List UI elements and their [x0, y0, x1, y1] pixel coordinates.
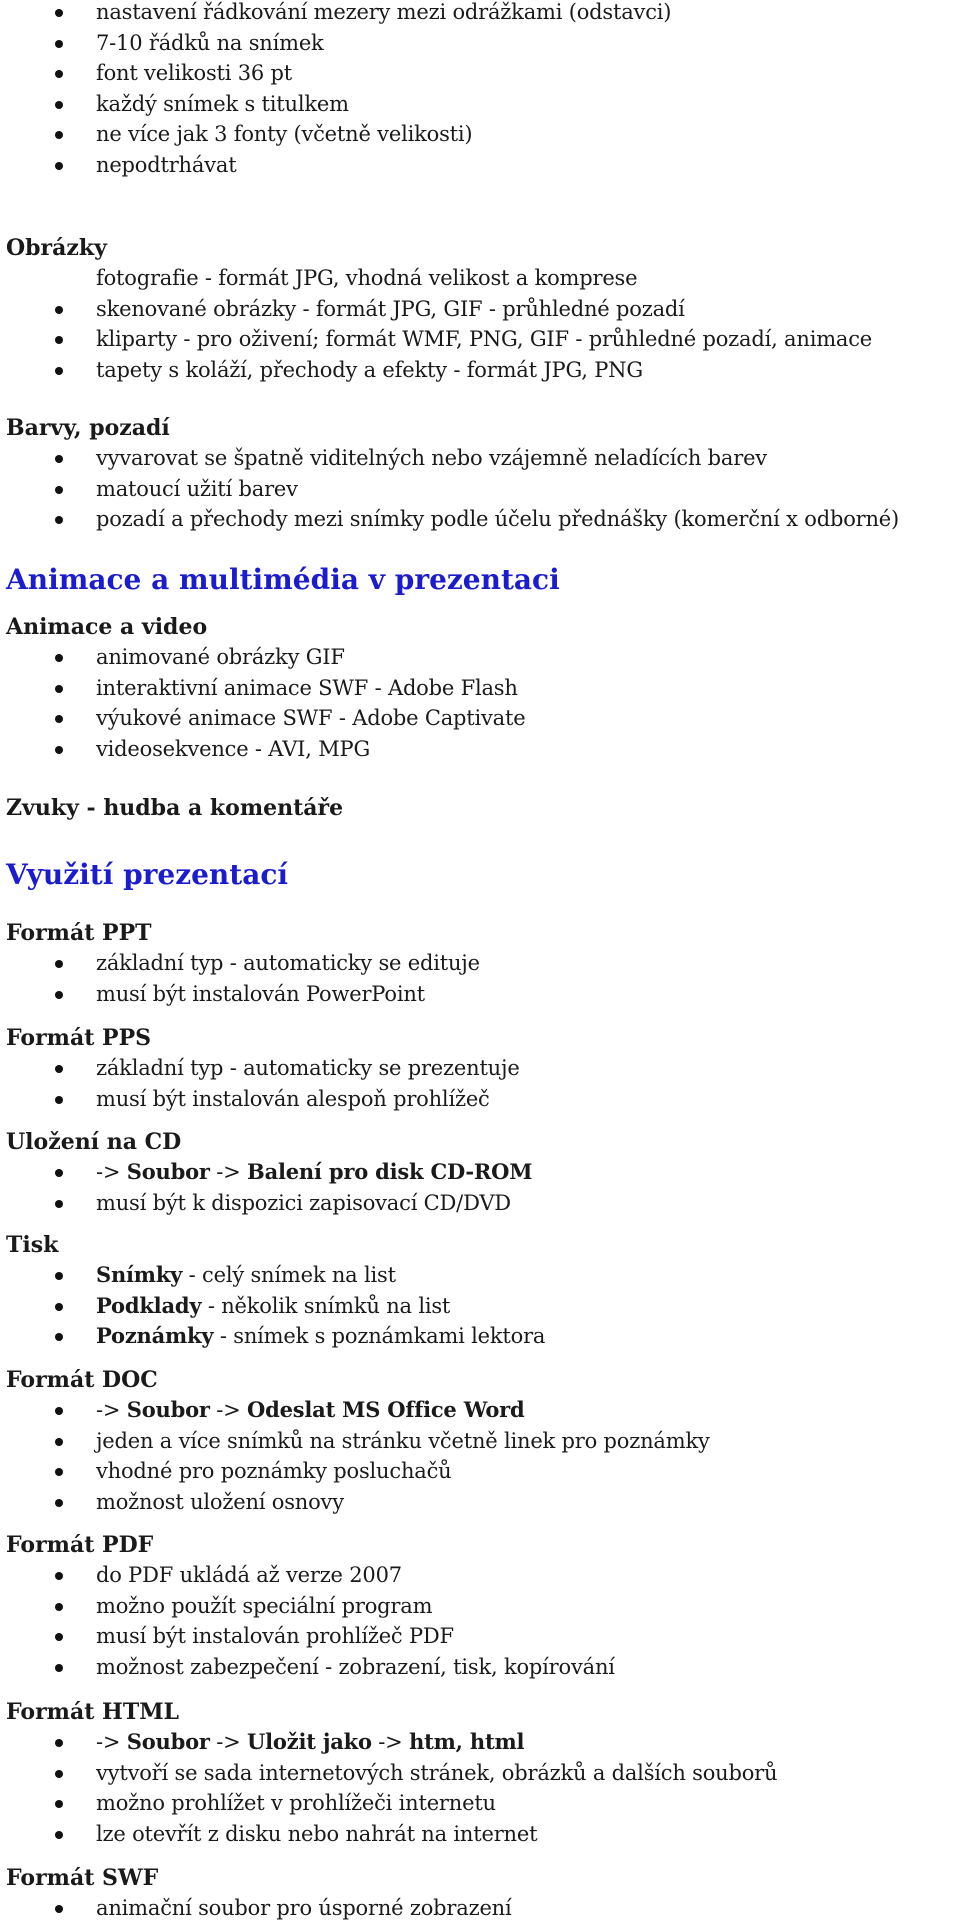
- list-item: [6, 443, 960, 474]
- ulozeni-cd-list: [6, 1157, 960, 1218]
- list-item-text: musí být instalován PowerPoint: [96, 981, 425, 1006]
- list-item-text: jeden a více snímků na stránku včetně linek pro poznámky: [96, 1428, 710, 1453]
- bullet-icon: [55, 1438, 63, 1446]
- list-item-bold: Podklady: [96, 1292, 202, 1318]
- list-item: [6, 294, 960, 325]
- bullet-icon: [55, 1664, 63, 1672]
- obrazky-list: [6, 263, 960, 385]
- bullet-icon: [55, 1499, 63, 1507]
- list-item: [6, 979, 960, 1010]
- list-item-bold: Snímky: [96, 1262, 183, 1287]
- tisk-heading: Tisk: [6, 1232, 59, 1258]
- format-ppt-list: [6, 948, 960, 1009]
- bullet-icon: [55, 1303, 63, 1311]
- bullet-icon: [55, 516, 63, 524]
- list-item-text: musí být k dispozici zapisovací CD/DVD: [96, 1190, 511, 1215]
- animace-video-heading: Animace a video: [6, 614, 208, 640]
- bullet-icon: [55, 715, 63, 723]
- format-html-heading: Formát HTML: [6, 1699, 180, 1725]
- list-item-text: - snímek s poznámkami lektora: [213, 1324, 546, 1349]
- list-item-text: možno použít speciální program: [96, 1593, 433, 1618]
- format-swf-section: [6, 1863, 960, 1924]
- menu-path-target: Odeslat MS Office Word: [247, 1397, 525, 1422]
- format-html-section: [6, 1697, 960, 1849]
- arrow-text: ->: [96, 1730, 127, 1754]
- list-item-text: výukové animace SWF - Adobe Captivate: [96, 706, 526, 731]
- list-item-text: vyvarovat se špatně viditelných nebo vzájemně neladících barev: [96, 446, 767, 470]
- obrazky-heading: Obrázky: [6, 235, 107, 261]
- section-title-vyuziti: Využití prezentací: [6, 858, 289, 891]
- format-swf-heading: Formát SWF: [6, 1865, 159, 1891]
- format-pdf-section: [6, 1530, 960, 1682]
- list-item-text: videosekvence - AVI, MPG: [96, 736, 371, 761]
- bullet-icon: [55, 746, 63, 754]
- barvy-heading: Barvy, pozadí: [6, 415, 170, 441]
- list-item: [6, 1591, 960, 1622]
- bullet-icon: [55, 1407, 63, 1415]
- bullet-icon: [55, 1831, 63, 1839]
- list-item: [6, 1053, 960, 1084]
- list-item-text: nepodtrhávat: [96, 152, 237, 177]
- list-item-text: lze otevřít z disku nebo nahrát na internet: [96, 1821, 538, 1846]
- list-item: [6, 1560, 960, 1591]
- top-list: [6, 0, 960, 181]
- list-item: [6, 948, 960, 979]
- list-item-text: ne více jak 3 fonty (včetně velikosti): [96, 122, 473, 147]
- list-item-text: základní typ - automaticky se prezentuje: [96, 1056, 520, 1080]
- list-item: [6, 1084, 960, 1115]
- arrow-text: ->: [209, 1730, 248, 1754]
- format-pps-list: [6, 1053, 960, 1114]
- arrow-text: ->: [371, 1730, 410, 1754]
- list-item: [6, 150, 960, 181]
- bullet-icon: [55, 455, 63, 463]
- zvuky-section: [6, 793, 960, 823]
- list-item: [6, 355, 960, 386]
- animace-video-section: [6, 612, 960, 764]
- bullet-icon: [55, 1272, 63, 1280]
- list-item: [6, 89, 960, 120]
- list-item-text: interaktivní animace SWF - Adobe Flash: [96, 675, 518, 700]
- bullet-icon: [55, 1200, 63, 1208]
- list-item: [6, 1727, 960, 1758]
- list-item: [6, 474, 960, 505]
- bullet-icon: [55, 1905, 63, 1913]
- list-item: [6, 1893, 960, 1924]
- list-item-text: 7-10 řádků na snímek: [96, 30, 324, 55]
- bullet-icon: [55, 306, 63, 314]
- zvuky-heading: Zvuky - hudba a komentáře: [6, 795, 344, 821]
- list-item-text: vhodné pro poznámky posluchačů: [96, 1459, 452, 1484]
- animace-section-title-block: [6, 562, 960, 598]
- arrow-text: ->: [96, 1160, 127, 1184]
- bullet-icon: [55, 960, 63, 968]
- bullet-icon: [55, 654, 63, 662]
- list-item: [6, 1487, 960, 1518]
- list-item: [6, 1157, 960, 1188]
- list-item-text: kliparty - pro oživení; formát WMF, PNG, GIF - průhledné pozadí, animace: [96, 327, 873, 352]
- list-item-text: font velikosti 36 pt: [96, 61, 293, 86]
- list-item: [6, 1188, 960, 1219]
- list-item: [6, 263, 960, 294]
- arrow-text: ->: [96, 1398, 127, 1422]
- list-item-text: musí být instalován alespoň prohlížeč: [96, 1086, 490, 1111]
- format-ppt-heading: Formát PPT: [6, 920, 152, 946]
- obrazky-section: [6, 233, 960, 385]
- list-item-bold: Poznámky: [96, 1323, 214, 1349]
- list-item-text: základní typ - automaticky se edituje: [96, 951, 480, 975]
- bullet-icon: [55, 1096, 63, 1104]
- list-item-text: možno prohlížet v prohlížeči internetu: [96, 1791, 496, 1816]
- section-title-animace: Animace a multimédia v prezentaci: [6, 563, 560, 596]
- list-item-text: animační soubor pro úsporné zobrazení: [96, 1896, 512, 1920]
- list-item: [6, 119, 960, 150]
- list-item: [6, 0, 960, 28]
- list-item: [6, 1260, 960, 1291]
- arrow-text: ->: [209, 1398, 248, 1422]
- format-pdf-heading: Formát PDF: [6, 1532, 154, 1558]
- tisk-section: [6, 1230, 960, 1352]
- list-item-text: fotografie - formát JPG, vhodná velikost a komprese: [96, 266, 638, 290]
- list-item-text: možnost zabezpečení - zobrazení, tisk, kopírování: [96, 1654, 615, 1679]
- list-item: [6, 1652, 960, 1683]
- list-item: [6, 1291, 960, 1322]
- bullet-icon: [55, 991, 63, 999]
- menu-path-soubor: Soubor: [126, 1397, 210, 1422]
- format-swf-list: [6, 1893, 960, 1924]
- list-item-text: pozadí a přechody mezi snímky podle účelu přednášky (komerční x odborné): [96, 507, 900, 532]
- menu-path-soubor: Soubor: [126, 1729, 210, 1754]
- barvy-list: [6, 443, 960, 535]
- list-item: [6, 1395, 960, 1426]
- list-item: [6, 1819, 960, 1850]
- bullet-icon: [55, 70, 63, 78]
- list-item-text: matoucí užití barev: [96, 476, 298, 501]
- list-item-text: tapety s koláží, přechody a efekty - formát JPG, PNG: [96, 357, 643, 382]
- list-item-text: každý snímek s titulkem: [96, 91, 349, 116]
- bullet-icon: [55, 1572, 63, 1580]
- menu-path-soubor: Soubor: [126, 1159, 210, 1184]
- format-ppt-section: [6, 918, 960, 1009]
- bullet-icon: [55, 1333, 63, 1341]
- ulozeni-cd-heading: Uložení na CD: [6, 1129, 182, 1155]
- list-item: [6, 28, 960, 59]
- list-item: [6, 1758, 960, 1789]
- format-pdf-list: [6, 1560, 960, 1682]
- list-item: [6, 642, 960, 673]
- bullet-icon: [55, 1800, 63, 1808]
- bullet-icon: [55, 685, 63, 693]
- barvy-section: [6, 413, 960, 535]
- bullet-icon: [55, 367, 63, 375]
- bullet-icon: [55, 486, 63, 494]
- menu-path-target: Balení pro disk CD-ROM: [247, 1159, 533, 1184]
- list-item-text: - několik snímků na list: [201, 1293, 451, 1318]
- vyuziti-section-title-block: [6, 857, 960, 893]
- bullet-icon: [55, 9, 63, 17]
- list-item: [6, 58, 960, 89]
- bullet-icon: [55, 1739, 63, 1747]
- list-item: [6, 1788, 960, 1819]
- list-item-text: nastavení řádkování mezery mezi odrážkami (odstavci): [96, 0, 672, 24]
- list-item-text: vytvoří se sada internetových stránek, obrázků a dalších souborů: [96, 1760, 778, 1785]
- list-item-text: skenované obrázky - formát JPG, GIF - průhledné pozadí: [96, 296, 685, 321]
- top-list-block: [6, 0, 960, 181]
- list-item-text: animované obrázky GIF: [96, 645, 345, 669]
- menu-path-target2: htm, html: [409, 1729, 525, 1754]
- list-item: [6, 1621, 960, 1652]
- list-item-text: musí být instalován prohlížeč PDF: [96, 1624, 454, 1649]
- bullet-icon: [55, 162, 63, 170]
- list-item: [6, 1321, 960, 1352]
- format-doc-section: [6, 1365, 960, 1517]
- list-item-text: do PDF ukládá až verze 2007: [96, 1563, 402, 1587]
- animace-video-list: [6, 642, 960, 764]
- list-item: [6, 703, 960, 734]
- bullet-icon: [55, 1468, 63, 1476]
- bullet-icon: [55, 1633, 63, 1641]
- bullet-icon: [55, 1169, 63, 1177]
- bullet-icon: [55, 40, 63, 48]
- ulozeni-cd-section: [6, 1127, 960, 1218]
- list-item-text: možnost uložení osnovy: [96, 1489, 344, 1514]
- format-doc-list: [6, 1395, 960, 1517]
- list-item: [6, 324, 960, 355]
- list-item-text: - celý snímek na list: [182, 1263, 396, 1287]
- bullet-icon: [55, 101, 63, 109]
- format-html-list: [6, 1727, 960, 1849]
- tisk-list: [6, 1260, 960, 1352]
- format-pps-heading: Formát PPS: [6, 1025, 152, 1051]
- bullet-icon: [55, 1065, 63, 1073]
- bullet-icon: [55, 336, 63, 344]
- bullet-icon: [55, 1770, 63, 1778]
- menu-path-target: Uložit jako: [247, 1729, 372, 1754]
- list-item: [6, 734, 960, 765]
- list-item: [6, 1426, 960, 1457]
- list-item: [6, 504, 960, 535]
- format-doc-heading: Formát DOC: [6, 1367, 158, 1393]
- list-item: [6, 673, 960, 704]
- arrow-text: ->: [209, 1160, 248, 1184]
- format-pps-section: [6, 1023, 960, 1114]
- bullet-icon: [55, 131, 63, 139]
- bullet-icon: [55, 1603, 63, 1611]
- list-item: [6, 1456, 960, 1487]
